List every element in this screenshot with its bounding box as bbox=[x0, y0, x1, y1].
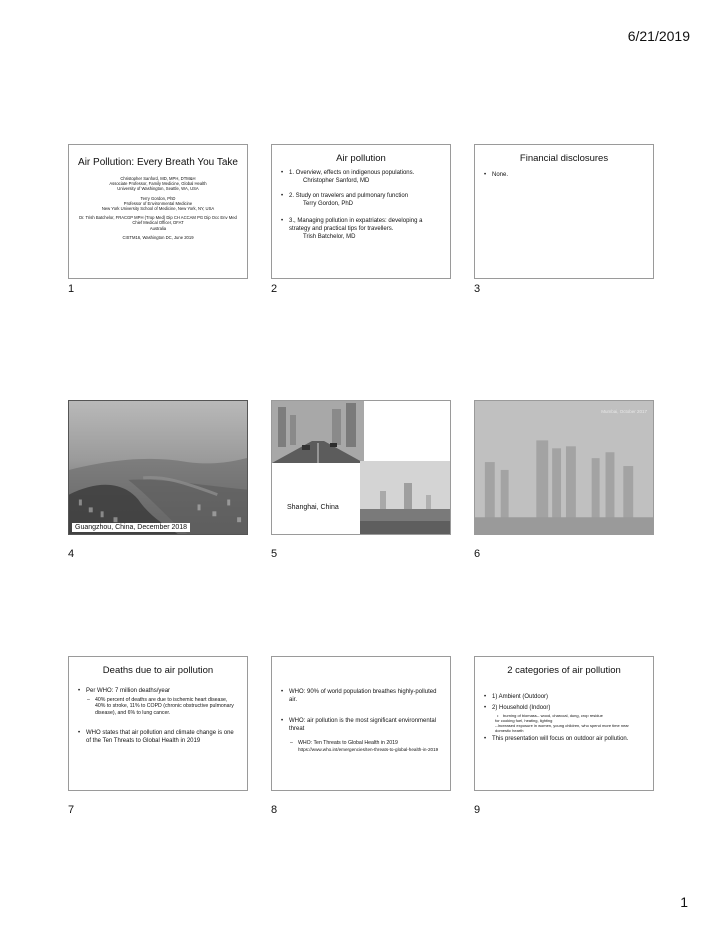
slide-9-number: 9 bbox=[474, 804, 481, 816]
author-1-role: Associate Professor, Family Medicine, Global Health bbox=[109, 181, 207, 187]
author-1-affiliation: University of Washington, Seattle, WA, USA bbox=[117, 186, 199, 192]
slide-3[interactable] bbox=[474, 144, 654, 279]
bullet-ten-threats: • WHO states that air pollution and climate change is one of the Ten Threats to Global Health in 2019 bbox=[77, 730, 239, 745]
slide-5[interactable] bbox=[271, 400, 451, 535]
slide-8-number: 8 bbox=[271, 804, 278, 816]
slide-8[interactable] bbox=[271, 656, 451, 791]
author-2-role: Professor of Environmental Medicine bbox=[123, 200, 193, 206]
bullet-ambient: • 1) Ambient (Outdoor) bbox=[483, 694, 645, 702]
biomass-uses: for cooking fuel, heating, lighting bbox=[495, 718, 553, 724]
slide-9[interactable] bbox=[474, 656, 654, 791]
shanghai-road-photo bbox=[272, 401, 364, 463]
author-3-name: Dr. Trish Batchelor, FRACGP MPH (Trop Med) Dip CH ACCAM PG Dip Occ Env Med bbox=[79, 215, 237, 221]
slide-1[interactable] bbox=[68, 144, 248, 279]
slide-5-number: 5 bbox=[271, 548, 278, 560]
author-3-country: Australia bbox=[149, 225, 167, 231]
bullet-study: • 2. Study on travelers and pulmonary function Terry Gordon, PhD bbox=[280, 193, 442, 208]
slide-2-number: 2 bbox=[271, 283, 278, 295]
bullet-managing: • 3., Managing pollution in expatriates: developing a strategy and practical tips for travellers. Trish Batchelor, MD bbox=[280, 218, 442, 241]
exposure-note: --Increased exposure in women, young children, who spend more time near domestic hearth bbox=[495, 723, 629, 734]
slide-5-caption: Shanghai, China bbox=[284, 503, 342, 512]
who-link[interactable]: https://www.who.int/emergencies/ten-threats-to-global-health-in-2019 bbox=[298, 746, 439, 752]
bullet-household: • 2) Household (Indoor) bbox=[483, 705, 645, 713]
bullet-deaths-per-year: • Per WHO: 7 million deaths/year bbox=[77, 688, 239, 696]
bullet-overview: • 1. Overview, effects on indigenous populations. Christopher Sanford, MD bbox=[280, 170, 442, 185]
page-number: 1 bbox=[680, 894, 688, 910]
guangzhou-photo bbox=[69, 401, 247, 534]
bullet-world-population: • WHO: 90% of world population breathes highly-polluted air. bbox=[280, 689, 442, 704]
bullet-none: • None. bbox=[483, 172, 645, 180]
shanghai-haze-photo bbox=[360, 461, 451, 535]
slide-7-title: Deaths due to air pollution bbox=[102, 665, 214, 676]
conference-line: CISTM16, Washington DC, June 2019 bbox=[122, 234, 194, 240]
slide-2[interactable] bbox=[271, 144, 451, 279]
slide-2-title: Air pollution bbox=[336, 153, 386, 164]
slide-7[interactable] bbox=[68, 656, 248, 791]
bullet-focus: • This presentation will focus on outdoor air pollution. bbox=[483, 736, 645, 744]
author-1-name: Christopher Sanford, MD, MPH, DTM&H bbox=[120, 176, 196, 181]
subbullet-death-causes: – 40% percent of deaths are due to ischemic heart disease, 40% to stroke, 11% to COPD (chronic obstructive pulmonary disease), and 6% to lung cancer. bbox=[83, 697, 239, 717]
slide-1-title: Air Pollution: Every Breath You Take bbox=[78, 157, 238, 168]
mumbai-photo bbox=[475, 401, 653, 534]
author-3-role: Chief Medical Officer, DFAT bbox=[132, 220, 184, 226]
slide-6[interactable] bbox=[474, 400, 654, 535]
slide-3-number: 3 bbox=[474, 283, 481, 295]
slide-6-number: 6 bbox=[474, 548, 481, 560]
slide-6-caption: Mumbai, October 2017 bbox=[601, 409, 647, 414]
slide-1-number: 1 bbox=[68, 283, 75, 295]
slide-4[interactable] bbox=[68, 400, 248, 535]
bullet-environmental-threat: • WHO: air pollution is the most significant environmental threat bbox=[280, 718, 442, 733]
slide-9-title: 2 categories of air pollution bbox=[507, 665, 621, 676]
subbullet-who-threats: – WHO: Ten Threats to Global Health in 2019 bbox=[286, 740, 442, 747]
slide-4-number: 4 bbox=[68, 548, 75, 560]
slide-7-number: 7 bbox=[68, 804, 75, 816]
slide-4-caption: Guangzhou, China, December 2018 bbox=[72, 523, 190, 532]
slide-3-title: Financial disclosures bbox=[519, 153, 609, 164]
author-2-name: Terry Gordon, PhD bbox=[140, 195, 176, 201]
subbullet-biomass: • burning of biomass-- wood, charcoal, dung, crop residue bbox=[495, 713, 645, 718]
author-2-affiliation: New York University School of Medicine, New York, NY, USA bbox=[101, 206, 215, 212]
header-date: 6/21/2019 bbox=[627, 28, 690, 44]
